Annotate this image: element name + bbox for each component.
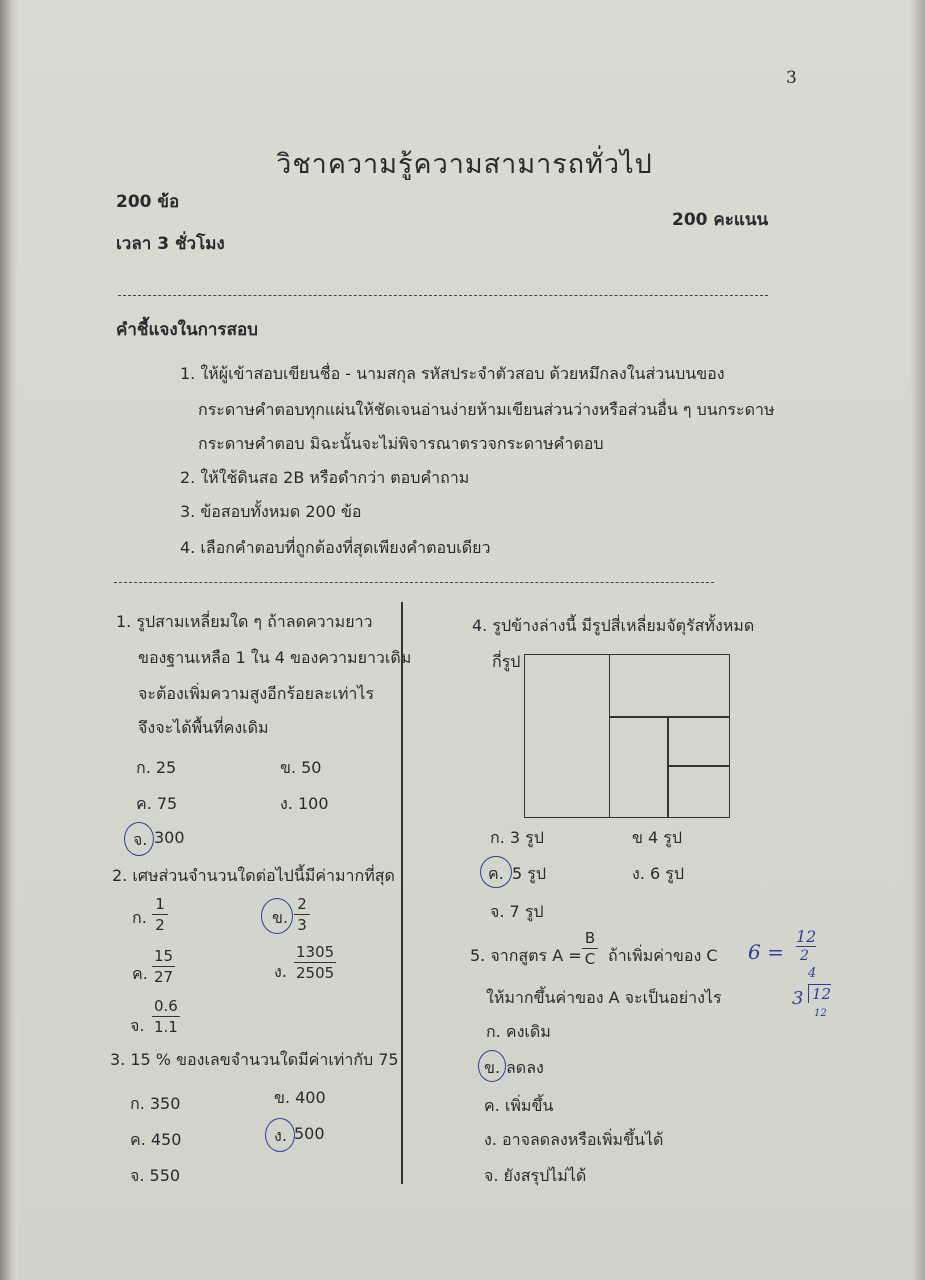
q5-stem-start: 5. จากสูตร A = bbox=[470, 946, 582, 965]
q1-option-e-label: จ. bbox=[133, 830, 148, 849]
q1-stem: ของฐานเหลือ 1 ใน 4 ของความยาวเดิม bbox=[138, 648, 412, 667]
q4-stem: 4. รูปข้างล่างนี้ มีรูปสี่เหลี่ยมจัตุรัสทั้งหมด bbox=[472, 616, 755, 635]
book-spine-shadow bbox=[0, 0, 18, 1280]
handwritten-note: 4 bbox=[808, 966, 817, 981]
figure-middle-box bbox=[609, 716, 669, 818]
q4-option-a: ก. 3 รูป bbox=[490, 828, 544, 847]
q4-stem: กี่รูป bbox=[492, 652, 521, 671]
q1-option-e-value: 300 bbox=[154, 828, 185, 847]
q1-option-d: ง. 100 bbox=[280, 794, 329, 813]
q5-option-d: ง. อาจลดลงหรือเพิ่มขึ้นได้ bbox=[484, 1130, 664, 1149]
q5-option-e: จ. ยังสรุปไม่ได้ bbox=[484, 1166, 587, 1185]
q2-option-a-label: ก. bbox=[132, 908, 147, 927]
q1-stem: 1. รูปสามเหลี่ยมใด ๆ ถ้าลดความยาว bbox=[116, 612, 373, 631]
divider-top bbox=[118, 295, 768, 296]
page-number: 3 bbox=[786, 68, 797, 88]
q3-stem: 3. 15 % ของเลขจำนวนใดมีค่าเท่ากับ 75 bbox=[110, 1050, 399, 1069]
q2-option-c-fraction: $\frac{15}{27}$ bbox=[154, 947, 174, 986]
exam-duration: เวลา 3 ชั่วโมง bbox=[116, 234, 225, 254]
exam-page bbox=[18, 0, 911, 1280]
total-score: 200 คะแนน bbox=[672, 210, 769, 230]
figure-small-square-bottom bbox=[667, 765, 730, 818]
handwritten-note: 12 bbox=[808, 984, 831, 1003]
figure-top-right-box bbox=[609, 654, 730, 718]
q2-option-d-fraction: $\frac{1305}{2505}$ bbox=[296, 943, 335, 982]
instruction-line: 3. ข้อสอบทั้งหมด 200 ข้อ bbox=[180, 502, 362, 521]
item-count: 200 ข้อ bbox=[116, 192, 180, 212]
q2-option-b-fraction: $\frac{2}{3}$ bbox=[294, 894, 310, 935]
column-divider bbox=[401, 602, 403, 1184]
q3-option-e: จ. 550 bbox=[130, 1166, 181, 1185]
instruction-line: กระดาษคำตอบทุกแผ่นให้ชัดเจนอ่านง่ายห้ามเขียนส่วนว่างหรือส่วนอื่น ๆ บนกระดาษ bbox=[198, 400, 775, 419]
q4-option-c-label: ค. bbox=[488, 864, 504, 883]
q4-option-e: จ. 7 รูป bbox=[490, 902, 544, 921]
q2-option-c-label: ค. bbox=[132, 964, 148, 983]
q4-option-c-value: 5 รูป bbox=[512, 864, 547, 883]
handwritten-note: 6 = bbox=[748, 940, 784, 964]
q2-option-d-label: ง. bbox=[274, 962, 287, 981]
q2-option-e-fraction: $\frac{0.6}{1.1}$ bbox=[154, 997, 178, 1036]
instruction-line: 2. ให้ใช้ดินสอ 2B หรือดำกว่า ตอบคำถาม bbox=[180, 468, 470, 487]
q5-stem-end: ถ้าเพิ่มค่าของ C bbox=[608, 946, 718, 965]
instruction-line: 4. เลือกคำตอบที่ถูกต้องที่สุดเพียงคำตอบเดียว bbox=[180, 538, 491, 557]
page-edge bbox=[911, 0, 925, 1280]
q1-stem: จึงจะได้พื้นที่คงเดิม bbox=[138, 718, 269, 737]
q2-option-e-label: จ. bbox=[130, 1016, 145, 1035]
q5-option-b-label: ข. bbox=[484, 1058, 501, 1077]
q3-option-a: ก. 350 bbox=[130, 1094, 181, 1113]
q5-formula-fraction: $\frac{B}{C}$ bbox=[582, 928, 598, 969]
handwritten-note: 12 bbox=[814, 1008, 827, 1019]
q1-stem: จะต้องเพิ่มความสูงอีกร้อยละเท่าไร bbox=[138, 684, 375, 703]
q2-option-b-label: ข. bbox=[272, 908, 289, 927]
instruction-line: 1. ให้ผู้เข้าสอบเขียนชื่อ - นามสกุล รหัสประจำตัวสอบ ด้วยหมึกลงในส่วนบนของ bbox=[180, 364, 725, 383]
divider-questions bbox=[114, 582, 714, 583]
page-title: วิชาความรู้ความสามารถทั่วไป bbox=[276, 149, 653, 180]
q4-option-d: ง. 6 รูป bbox=[632, 864, 684, 883]
handwritten-note: 12 bbox=[796, 927, 817, 946]
q3-option-c: ค. 450 bbox=[130, 1130, 182, 1149]
q3-option-d-label: ง. bbox=[274, 1126, 287, 1145]
q2-option-a-fraction: $\frac{1}{2}$ bbox=[152, 894, 168, 935]
figure-small-square-top bbox=[667, 716, 730, 767]
q5-stem-line2: ให้มากขึ้นค่าของ A จะเป็นอย่างไร bbox=[486, 988, 722, 1007]
q5-option-a: ก. คงเดิม bbox=[486, 1022, 551, 1041]
instructions-heading: คำชี้แจงในการสอบ bbox=[116, 320, 258, 340]
q2-stem: 2. เศษส่วนจำนวนใดต่อไปนี้มีค่ามากที่สุด bbox=[112, 866, 395, 885]
q4-option-b: ข 4 รูป bbox=[632, 828, 683, 847]
handwritten-note: 2 bbox=[800, 948, 809, 964]
q5-option-c: ค. เพิ่มขึ้น bbox=[484, 1096, 554, 1115]
instruction-line: กระดาษคำตอบ มิฉะนั้นจะไม่พิจารณาตรวจกระดาษคำตอบ bbox=[198, 434, 604, 453]
q5-option-b-value: ลดลง bbox=[506, 1058, 544, 1077]
q1-option-a: ก. 25 bbox=[136, 758, 177, 777]
q3-option-d-value: 500 bbox=[294, 1124, 325, 1143]
handwritten-note: 3 bbox=[792, 988, 804, 1009]
squares-figure bbox=[524, 654, 730, 818]
q3-option-b: ข. 400 bbox=[274, 1088, 326, 1107]
q1-option-c: ค. 75 bbox=[136, 794, 178, 813]
q1-option-b: ข. 50 bbox=[280, 758, 322, 777]
